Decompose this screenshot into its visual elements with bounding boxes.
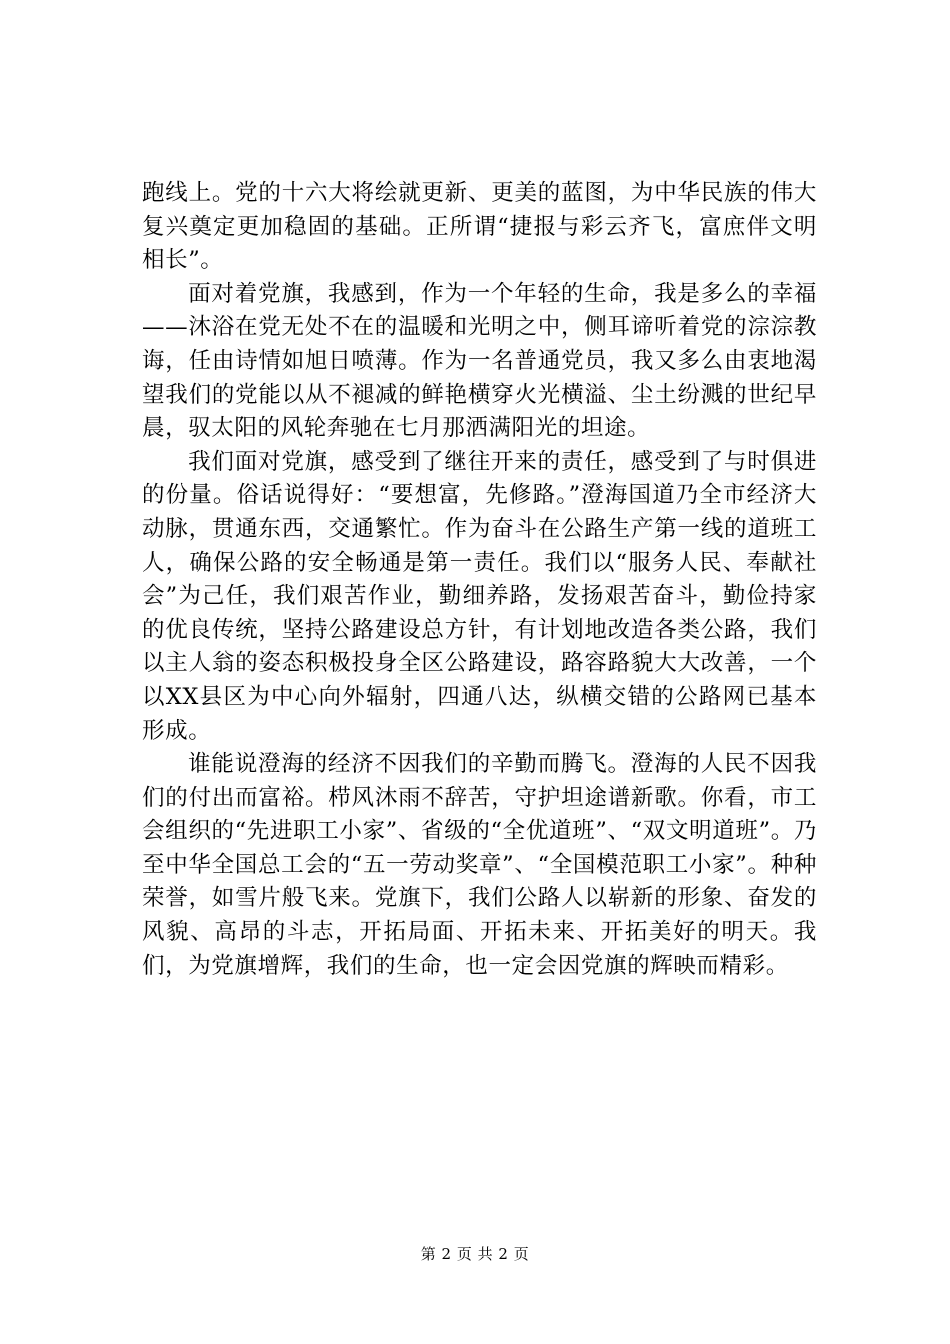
paragraph-1: 跑线上。党的十六大将绘就更新、更美的蓝图，为中华民族的伟大复兴奠定更加稳固的基础。正所谓“捷报与彩云齐飞，富庶伴文明相长”。 [142,180,817,274]
document-body [142,177,817,983]
page-number-footer: 第 2 页 共 2 页 [420,1245,530,1263]
paragraph-4: 谁能说澄海的经济不因我们的辛勤而腾飞。澄海的人民不因我们的付出而富裕。栉风沐雨不辞苦，守护坦途谱新歌。你看，市工会组织的“先进职工小家”、省级的“全优道班”、“双文明道班”。乃至中华全国总工会的“五一劳动奖章”、“全国模范职工小家”。种种荣誉，如雪片般飞来。党旗下，我们公路人以崭新的形象、奋发的风貌、高昂的斗志，开拓局面、开拓未来、开拓美好的明天。我们，为党旗增辉，我们的生命，也一定会因党旗的辉映而精彩。 [142,751,817,979]
paragraph-3: 我们面对党旗，感受到了继往开来的责任，感受到了与时俱进的份量。俗话说得好：“要想富，先修路。”澄海国道乃全市经济大动脉，贯通东西，交通繁忙。作为奋斗在公路生产第一线的道班工人，确保公路的安全畅通是第一责任。我们以“服务人民、奉献社会”为己任，我们艰苦作业，勤细养路，发扬艰苦奋斗，勤俭持家的优良传统，坚持公路建设总方针，有计划地改造各类公路，我们以主人翁的姿态积极投身全区公路建设，路容路貌大大改善，一个以XX县区为中心向外辐射，四通八达，纵横交错的公路网已基本形成。 [142,448,817,744]
paragraph-2: 面对着党旗，我感到，作为一个年轻的生命，我是多么的幸福——沐浴在党无处不在的温暖和光明之中，侧耳谛听着党的淙淙教诲，任由诗情如旭日喷薄。作为一名普通党员，我又多么由衷地渴望我们的党能以从不褪减的鲜艳横穿火光横溢、尘土纷溅的世纪早晨，驭太阳的风轮奔驰在七月那洒满阳光的坦途。 [142,280,817,442]
